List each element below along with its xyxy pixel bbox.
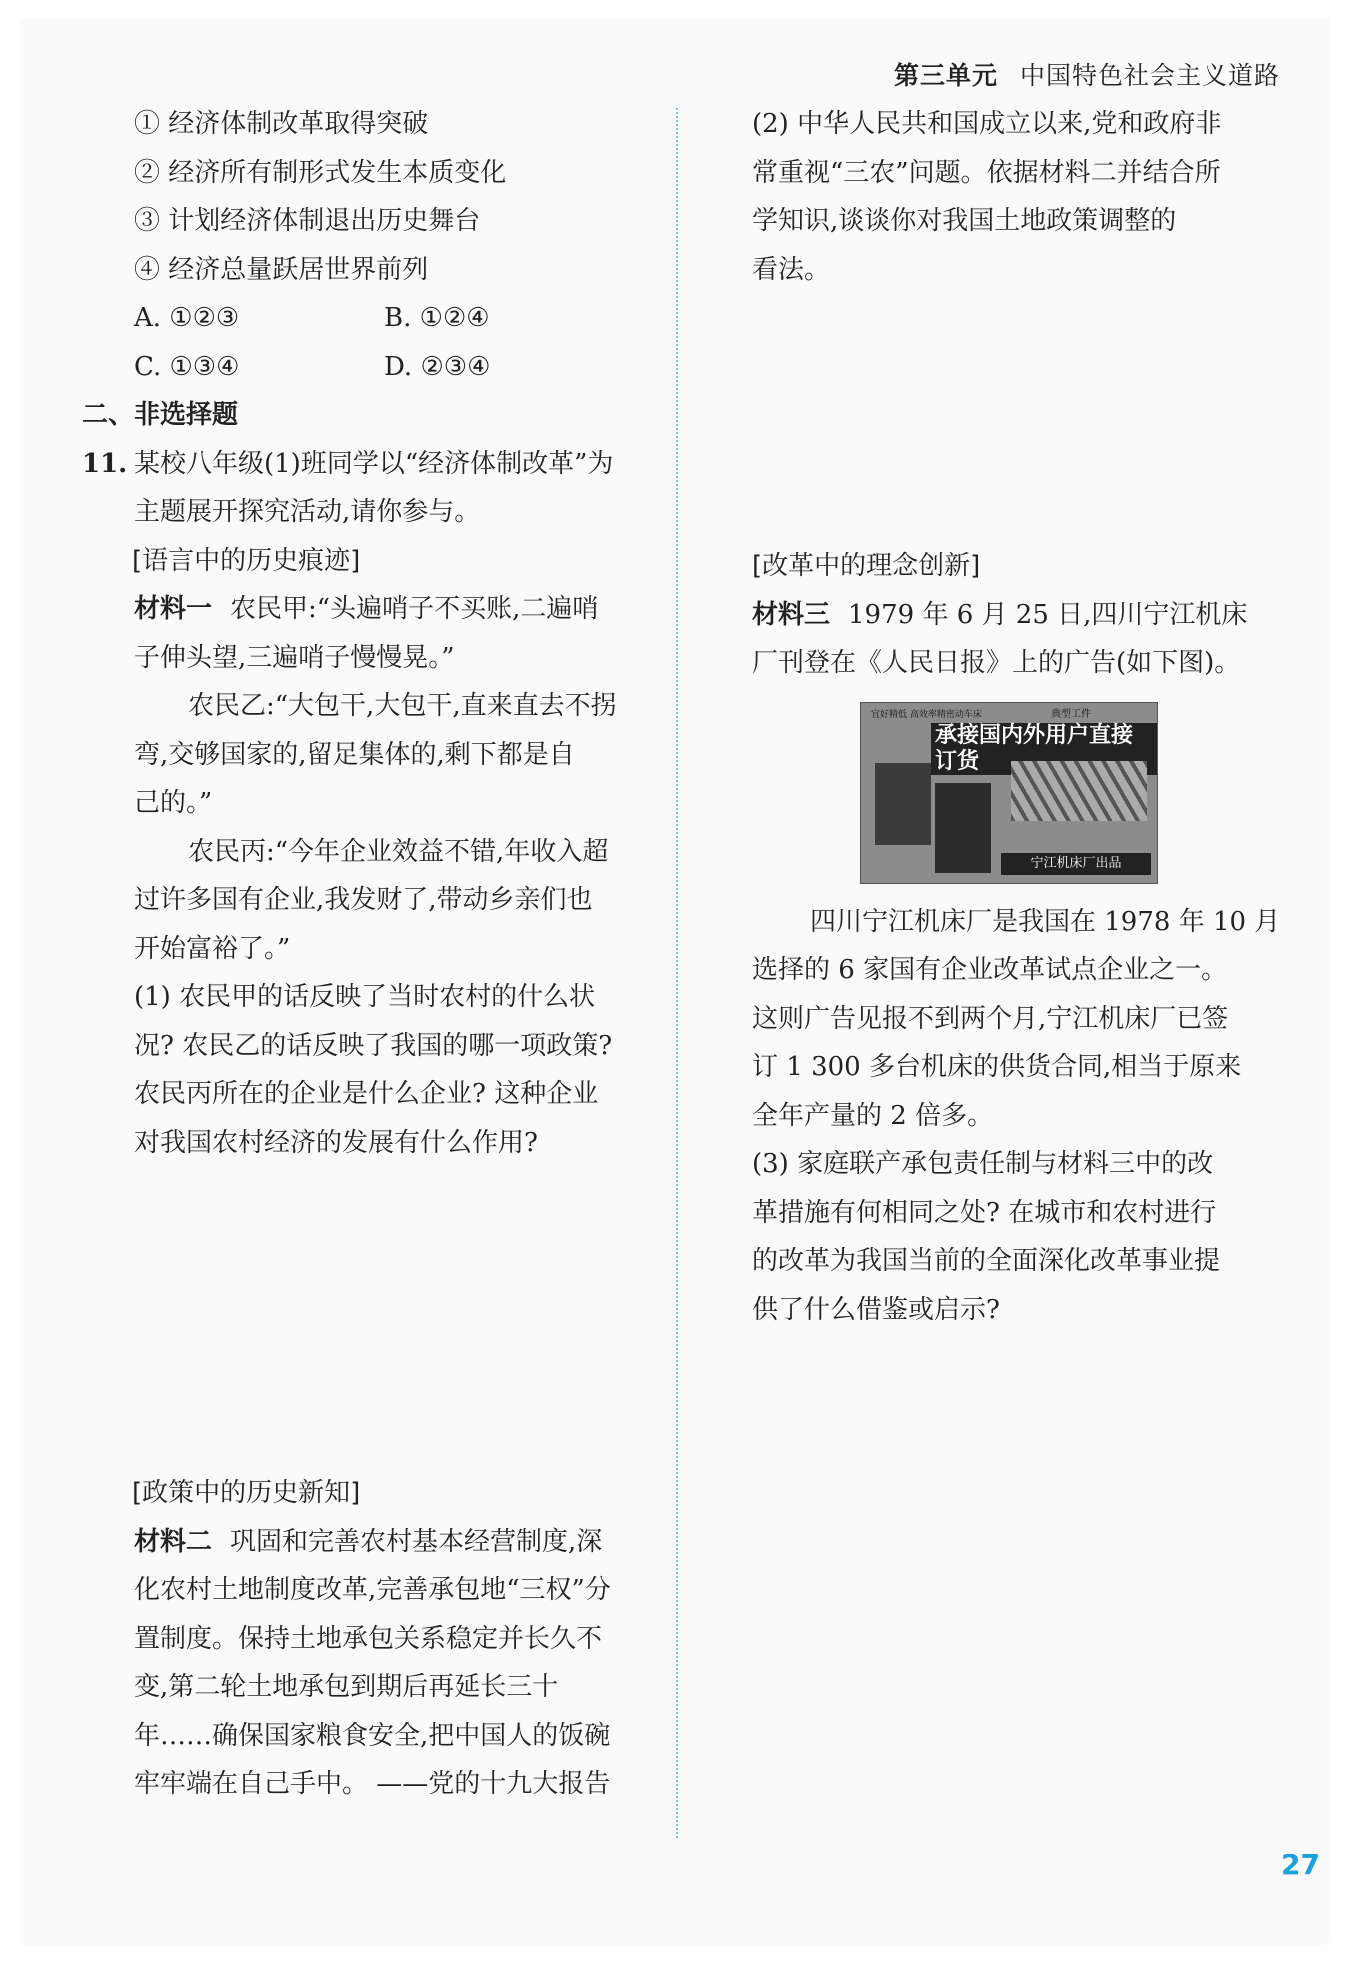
question-3-line: 供了什么借鉴或启示? (752, 1294, 1000, 1325)
description-line: 订 1 300 多台机床的供货合同,相当于原来 (752, 1052, 1242, 1082)
option-a: A. ①②③ (134, 303, 240, 333)
material-1-line: 开始富裕了。” (134, 933, 291, 964)
choice-item: ③ 计划经济体制退出历史舞台 (134, 206, 481, 236)
description-line: 四川宁江机床厂是我国在 1978 年 10 月 (810, 906, 1281, 937)
material-1-line: 过许多国有企业,我发财了,带动乡亲们也 (134, 885, 593, 915)
material-label: 材料三 (752, 599, 831, 630)
subtopic-heading: [语言中的历史痕迹] (132, 545, 361, 576)
material-2-text: 巩固和完善农村基本经营制度,深 (230, 1526, 603, 1557)
material-3-text: 1979 年 6 月 25 日,四川宁江机床 (848, 599, 1248, 630)
machine-illustration (875, 763, 931, 845)
question-11-line: 主题展开探究活动,请你参与。 (134, 497, 481, 527)
material-label: 材料一 (134, 594, 213, 624)
ad-footer: 宁江机床厂出品 (1001, 853, 1151, 875)
material-1-line: 弯,交够国家的,留足集体的,剩下都是自 (134, 739, 575, 770)
newspaper-ad-image (860, 702, 1158, 884)
unit-label: 第三单元 (893, 61, 998, 90)
options-row (82, 343, 660, 392)
ad-top-left-text: 宜好精低 高效率精密动车床 (871, 709, 982, 720)
options-row (82, 294, 660, 343)
material-1-line (82, 585, 660, 634)
material-label: 材料二 (134, 1526, 213, 1557)
material-2-line: 变,第二轮土地承包到期后再延长三十 (134, 1672, 559, 1702)
section-title: 二、非选择题 (82, 400, 239, 430)
material-2-line (82, 1518, 660, 1567)
material-1-line: 子伸头望,三遍哨子慢慢晃。” (134, 642, 455, 673)
choice-item: ④ 经济总量跃居世界前列 (134, 254, 429, 285)
question-2-line: 看法。 (752, 254, 831, 285)
workpiece-illustration (1011, 761, 1147, 821)
description-line: 选择的 6 家国有企业改革试点企业之一。 (752, 955, 1228, 985)
question-2-line: 学知识,谈谈你对我国土地政策调整的 (752, 206, 1177, 236)
unit-title: 中国特色社会主义道路 (1019, 61, 1280, 90)
question-11-line (82, 440, 660, 489)
material-2-line: 置制度。保持土地承包关系稳定并长久不 (134, 1623, 603, 1654)
answer-space (82, 1167, 660, 1469)
question-number: 11. (82, 448, 128, 479)
option-b: B. ①②④ (384, 303, 490, 333)
material-3-line: 厂刊登在《人民日报》上的广告(如下图)。 (752, 648, 1241, 678)
right-column (752, 100, 1281, 1334)
material-3-line (752, 591, 1272, 640)
material-1-line: 己的。” (134, 788, 213, 818)
question-2-line: (2) 中华人民共和国成立以来,党和政府非 (752, 109, 1222, 139)
material-1-text: 农民甲:“头遍哨子不买账,二遍哨 (230, 594, 599, 624)
material-2-line: 化农村土地制度改革,完善承包地“三权”分 (134, 1575, 611, 1605)
question-2-line: 常重视“三农”问题。依据材料二并结合所 (752, 157, 1221, 188)
question-1-line: 况? 农民乙的话反映了我国的哪一项政策? (134, 1030, 613, 1061)
description-line: 全年产量的 2 倍多。 (752, 1100, 994, 1131)
description-line: 这则广告见报不到两个月,宁江机床厂已签 (752, 1003, 1229, 1034)
material-2-line: 牢牢端在自己手中。 ——党的十九大报告 (134, 1769, 611, 1799)
question-3-line: 革措施有何相同之处? 在城市和农村进行 (752, 1197, 1217, 1228)
question-1-line: 对我国农村经济的发展有什么作用? (134, 1127, 538, 1158)
machine-illustration (935, 783, 991, 873)
page-number: 27 (1281, 1848, 1320, 1881)
choice-item: ② 经济所有制形式发生本质变化 (134, 157, 507, 188)
answer-space (752, 294, 1272, 542)
subtopic-heading: [政策中的历史新知] (132, 1478, 361, 1508)
material-1-line: 农民丙:“今年企业效益不错,年收入超 (188, 836, 609, 867)
subtopic-heading: [改革中的理念创新] (752, 551, 981, 581)
running-header (894, 56, 1280, 92)
column-divider (676, 108, 678, 1838)
choice-item: ① 经济体制改革取得突破 (134, 109, 429, 139)
question-1-line: 农民丙所在的企业是什么企业? 这种企业 (134, 1079, 599, 1109)
ad-headline: 承接国内外用户直接订货 (931, 723, 1157, 775)
question-1-line: (1) 农民甲的话反映了当时农村的什么状 (134, 982, 596, 1012)
left-column (82, 100, 660, 1809)
ad-top-right-text: 典型工件 (1051, 708, 1091, 720)
option-c: C. ①③④ (134, 351, 240, 382)
material-1-line: 农民乙:“大包干,大包干,直来直去不拐 (188, 691, 617, 721)
question-3-line: 的改革为我国当前的全面深化改革事业提 (752, 1246, 1221, 1276)
material-2-line: 年……确保国家粮食安全,把中国人的饭碗 (134, 1720, 611, 1751)
option-d: D. ②③④ (384, 351, 491, 382)
question-3-line: (3) 家庭联产承包责任制与材料三中的改 (752, 1149, 1214, 1179)
question-11-text: 某校八年级(1)班同学以“经济体制改革”为 (134, 448, 614, 479)
